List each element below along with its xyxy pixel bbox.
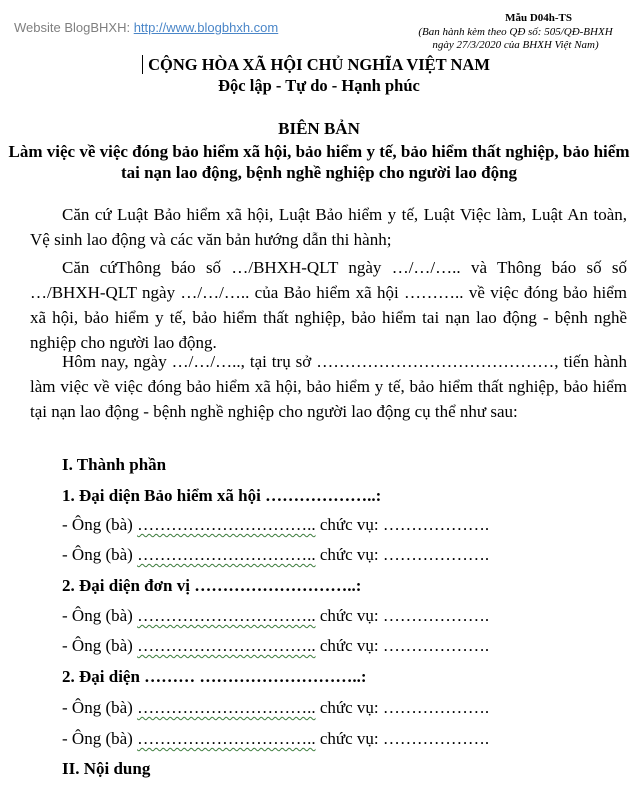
person-line: - Ông (bà) ………………………….. chức vụ: ……………….: [62, 698, 490, 717]
document-subtitle: Làm việc về việc đóng bảo hiểm xã hội, bảo hiểm y tế, bảo hiểm thất nghiệp, bảo hiểm tai nạn lao động, bệnh nghề nghiệp cho người lao động: [8, 142, 630, 182]
section-content: II. Nội dung: [62, 759, 151, 778]
person-line: - Ông (bà) ………………………….. chức vụ: ……………….: [62, 606, 490, 625]
person-line: - Ông (bà) ………………………….. chức vụ: ……………….: [62, 636, 490, 655]
paragraph-notices: Căn cứThông báo số …/BHXH-QLT ngày …/…/….. và Thông báo số số …/BHXH-QLT ngày …/…/….. của Bảo hiểm xã hội ……….. về việc đóng bảo hiểm xã hội, bảo hiểm y tế, bảo hiểm thất nghiệp, bảo hiểm tai nạn lao động - bệnh nghề nghiệp cho người lao động.: [30, 258, 627, 352]
national-motto: Độc lập - Tự do - Hạnh phúc: [218, 76, 420, 95]
website-credit: [14, 20, 278, 35]
rep-social-insurance: 1. Đại diện Bảo hiểm xã hội ………………..:: [62, 486, 382, 505]
paragraph-legal-basis: Căn cứ Luật Bảo hiểm xã hội, Luật Bảo hiểm y tế, Luật Việc làm, Luật An toàn, Vệ sinh lao động và các văn bản hướng dẫn thi hành;: [30, 205, 627, 249]
website-label: Website BlogBHXH:: [14, 20, 134, 35]
national-title: CỘNG HÒA XÃ HỘI CHỦ NGHĨA VIỆT NAM: [148, 55, 490, 74]
form-code: Mẫu D04h-TS: [505, 12, 572, 24]
person-line: - Ông (bà) ………………………….. chức vụ: ……………….: [62, 545, 490, 564]
paragraph-meeting: Hôm nay, ngày …/…/….., tại trụ sở ……………………………………, tiến hành làm việc về việc đóng bảo hiểm xã hội, bảo hiểm y tế, bảo hiểm thất nghiệp, bảo hiểm tại nạn lao động - bệnh nghề nghiệp cho người lao động cụ thể như sau:: [30, 352, 627, 421]
website-link[interactable]: http://www.blogbhxh.com: [133, 20, 279, 35]
document-title: BIÊN BẢN: [278, 119, 360, 138]
rep-unit: 2. Đại diện đơn vị ………………………..:: [62, 576, 362, 595]
person-line: - Ông (bà) ………………………….. chức vụ: ……………….: [62, 729, 490, 748]
person-line: - Ông (bà) ………………………….. chức vụ: ……………….: [62, 515, 490, 534]
section-composition: I. Thành phần: [62, 455, 167, 474]
rep-other: 2. Đại diện ……… ………………………..:: [62, 667, 367, 686]
form-note: (Ban hành kèm theo QĐ số: 505/QĐ-BHXH ngày 27/3/2020 của BHXH Việt Nam): [418, 26, 613, 51]
